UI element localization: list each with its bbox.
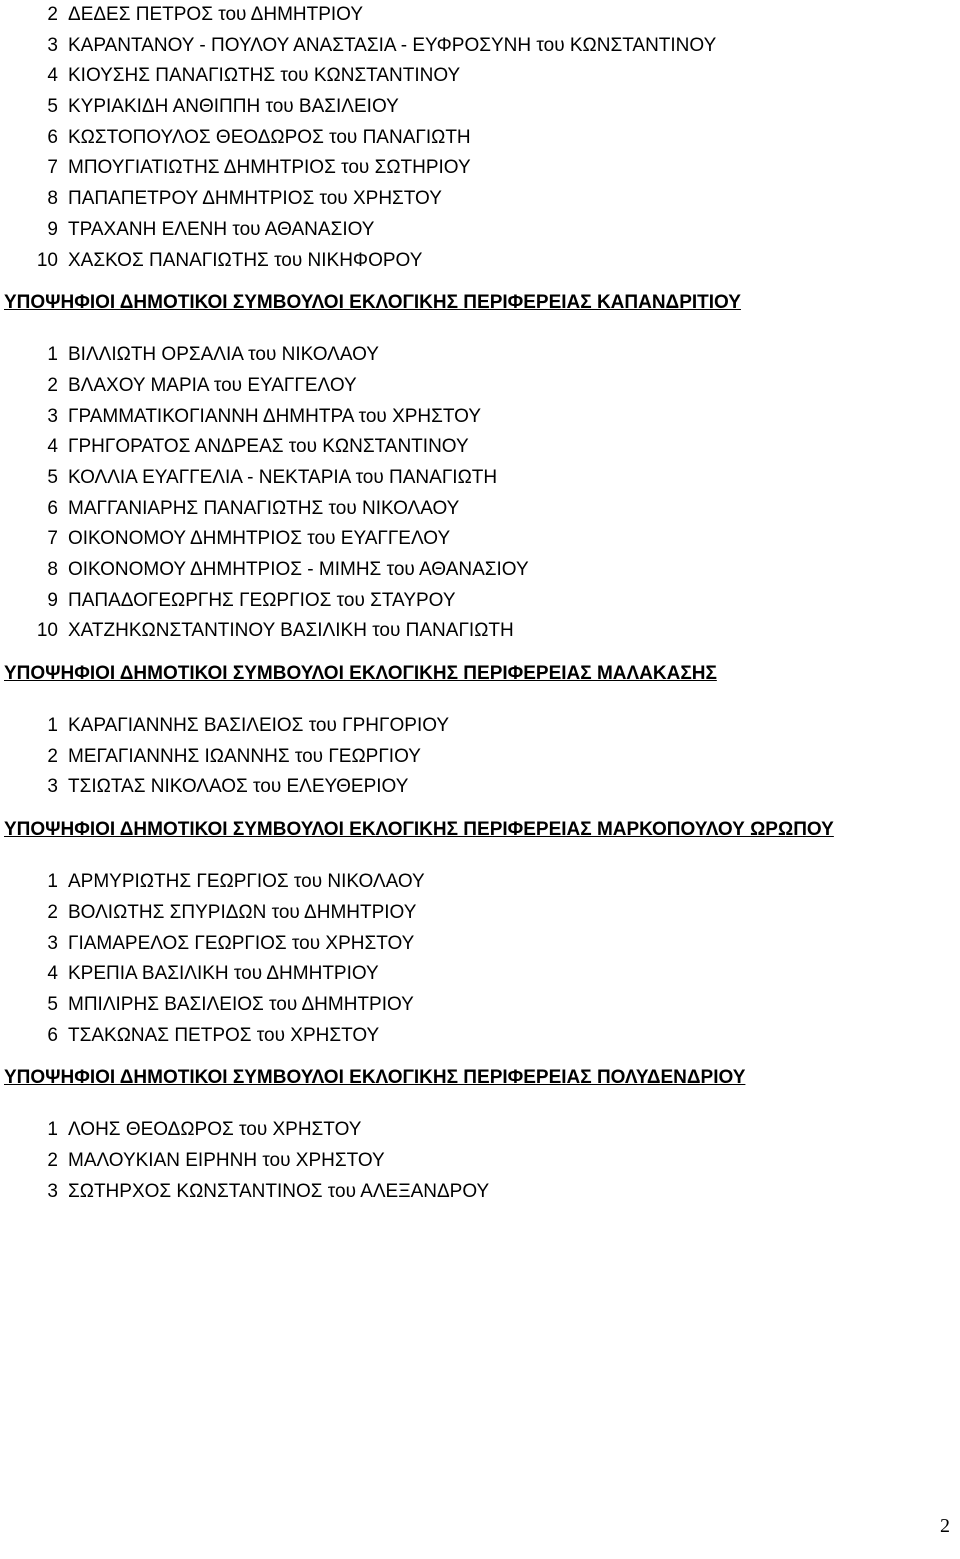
item-number: 1 xyxy=(47,1119,58,1141)
item-number: 10 xyxy=(36,249,58,271)
section-heading: ΥΠΟΨΗΦΙΟΙ ΔΗΜΟΤΙΚΟΙ ΣΥΜΒΟΥΛΟΙ ΕΚΛΟΓΙΚΗΣ ΠΕΡΙΦΕΡΕΙΑΣ ΠΟΛΥΔΕΝΔΡΙΟΥ xyxy=(4,1067,746,1089)
candidate-name: ΛΟΗΣ ΘΕΟΔΩΡΟΣ του ΧΡΗΣΤΟΥ xyxy=(68,1119,362,1141)
item-number: 9 xyxy=(47,218,58,240)
item-number: 3 xyxy=(47,1180,58,1202)
list-item xyxy=(0,371,960,402)
list-item xyxy=(0,494,960,525)
section-heading: ΥΠΟΨΗΦΙΟΙ ΔΗΜΟΤΙΚΟΙ ΣΥΜΒΟΥΛΟΙ ΕΚΛΟΓΙΚΗΣ ΠΕΡΙΦΕΡΕΙΑΣ ΚΑΠΑΝΔΡΙΤΙΟΥ xyxy=(4,292,741,314)
item-number: 1 xyxy=(47,344,58,366)
list-item xyxy=(0,772,960,803)
candidate-name: ΚΙΟΥΣΗΣ ΠΑΝΑΓΙΩΤΗΣ του ΚΩΝΣΤΑΝΤΙΝΟΥ xyxy=(68,65,461,87)
section-heading: ΥΠΟΨΗΦΙΟΙ ΔΗΜΟΤΙΚΟΙ ΣΥΜΒΟΥΛΟΙ ΕΚΛΟΓΙΚΗΣ ΠΕΡΙΦΕΡΕΙΑΣ ΜΑΛΑΚΑΣΗΣ xyxy=(4,663,717,685)
candidate-name: ΚΡΕΠΙΑ ΒΑΣΙΛΙΚΗ του ΔΗΜΗΤΡΙΟΥ xyxy=(68,963,379,985)
list-item xyxy=(0,711,960,742)
item-number: 3 xyxy=(47,776,58,798)
candidate-name: ΔΕΔΕΣ ΠΕΤΡΟΣ του ΔΗΜΗΤΡΙΟΥ xyxy=(68,4,364,25)
candidate-name: ΟΙΚΟΝΟΜΟΥ ΔΗΜΗΤΡΙΟΣ του ΕΥΑΓΓΕΛΟΥ xyxy=(68,528,451,550)
item-number: 6 xyxy=(47,1024,58,1046)
list-item xyxy=(0,0,960,31)
item-number: 4 xyxy=(47,65,58,87)
list-item xyxy=(0,555,960,586)
list-item xyxy=(0,31,960,62)
list-item xyxy=(0,92,960,123)
constituency-section xyxy=(0,1063,960,1207)
item-number: 5 xyxy=(47,466,58,488)
candidate-name: ΤΣΑΚΩΝΑΣ ΠΕΤΡΟΣ του ΧΡΗΣΤΟΥ xyxy=(68,1024,380,1046)
item-number: 2 xyxy=(47,4,58,25)
candidate-name: ΜΕΓΑΓΙΑΝΝΗΣ ΙΩΑΝΝΗΣ του ΓΕΩΡΓΙΟΥ xyxy=(68,745,421,767)
item-number: 3 xyxy=(47,405,58,427)
item-number: 5 xyxy=(47,993,58,1015)
candidate-name: ΜΑΛΟΥΚΙΑΝ ΕΙΡΗΝΗ του ΧΡΗΣΤΟΥ xyxy=(68,1149,385,1171)
list-item xyxy=(0,246,960,277)
candidate-name: ΑΡΜΥΡΙΩΤΗΣ ΓΕΩΡΓΙΟΣ του ΝΙΚΟΛΑΟΥ xyxy=(68,871,425,893)
item-number: 1 xyxy=(47,871,58,893)
item-number: 1 xyxy=(47,715,58,737)
item-number: 2 xyxy=(47,374,58,396)
candidate-name: ΧΑΣΚΟΣ ΠΑΝΑΓΙΩΤΗΣ του ΝΙΚΗΦΟΡΟΥ xyxy=(68,249,423,271)
section-heading: ΥΠΟΨΗΦΙΟΙ ΔΗΜΟΤΙΚΟΙ ΣΥΜΒΟΥΛΟΙ ΕΚΛΟΓΙΚΗΣ ΠΕΡΙΦΕΡΕΙΑΣ ΜΑΡΚΟΠΟΥΛΟΥ ΩΡΩΠΟΥ xyxy=(4,819,834,841)
candidate-name: ΠΑΠΑΠΕΤΡΟΥ ΔΗΜΗΤΡΙΟΣ του ΧΡΗΣΤΟΥ xyxy=(68,188,442,210)
list-item xyxy=(0,402,960,433)
list-item xyxy=(0,1021,960,1052)
candidate-name: ΚΑΡΑΓΙΑΝΝΗΣ ΒΑΣΙΛΕΙΟΣ του ΓΡΗΓΟΡΙΟΥ xyxy=(68,715,450,737)
sections-container xyxy=(0,288,960,1207)
candidate-name: ΒΟΛΙΩΤΗΣ ΣΠΥΡΙΔΩΝ του ΔΗΜΗΤΡΙΟΥ xyxy=(68,901,417,923)
list-item xyxy=(0,432,960,463)
candidate-name: ΓΙΑΜΑΡΕΛΟΣ ΓΕΩΡΓΙΟΣ του ΧΡΗΣΤΟΥ xyxy=(68,932,415,954)
list-item xyxy=(0,524,960,555)
constituency-section xyxy=(0,288,960,647)
list-item xyxy=(0,123,960,154)
list-item xyxy=(0,153,960,184)
candidate-name: ΚΟΛΛΙΑ ΕΥΑΓΓΕΛΙΑ - ΝΕΚΤΑΡΙΑ του ΠΑΝΑΓΙΩΤΗ xyxy=(68,466,498,488)
item-number: 6 xyxy=(47,126,58,148)
list-item xyxy=(0,1177,960,1208)
candidate-name: ΣΩΤΗΡΧΟΣ ΚΩΝΣΤΑΝΤΙΝΟΣ του ΑΛΕΞΑΝΔΡΟΥ xyxy=(68,1180,490,1202)
item-number: 7 xyxy=(47,157,58,179)
candidate-name: ΜΠΟΥΓΙΑΤΙΩΤΗΣ ΔΗΜΗΤΡΙΟΣ του ΣΩΤΗΡΙΟΥ xyxy=(68,157,471,179)
item-number: 9 xyxy=(47,589,58,611)
list-item xyxy=(0,616,960,647)
item-number: 6 xyxy=(47,497,58,519)
candidate-name: ΜΑΓΓΑΝΙΑΡΗΣ ΠΑΝΑΓΙΩΤΗΣ του ΝΙΚΟΛΑΟΥ xyxy=(68,497,460,519)
item-number: 4 xyxy=(47,963,58,985)
list-item xyxy=(0,340,960,371)
item-number: 10 xyxy=(36,620,58,642)
candidate-name: ΤΡΑΧΑΝΗ ΕΛΕΝΗ του ΑΘΑΝΑΣΙΟΥ xyxy=(68,218,375,240)
item-number: 2 xyxy=(47,745,58,767)
candidate-name: ΚΥΡΙΑΚΙΔΗ ΑΝΘΙΠΠΗ του ΒΑΣΙΛΕΙΟΥ xyxy=(68,96,399,118)
page-number: 2 xyxy=(940,1515,950,1537)
item-number: 8 xyxy=(47,559,58,580)
candidate-name: ΟΙΚΟΝΟΜΟΥ ΔΗΜΗΤΡΙΟΣ - ΜΙΜΗΣ του ΑΘΑΝΑΣΙΟΥ xyxy=(68,559,529,580)
candidate-list xyxy=(0,0,960,276)
candidate-name: ΓΡΑΜΜΑΤΙΚΟΓΙΑΝΝΗ ΔΗΜΗΤΡΑ του ΧΡΗΣΤΟΥ xyxy=(68,405,481,427)
list-item xyxy=(0,1115,960,1146)
item-number: 5 xyxy=(47,96,58,118)
item-number: 3 xyxy=(47,34,58,56)
candidate-name: ΒΛΑΧΟΥ ΜΑΡΙΑ του ΕΥΑΓΓΕΛΟΥ xyxy=(68,374,357,396)
list-item xyxy=(0,463,960,494)
list-item xyxy=(0,586,960,617)
item-number: 3 xyxy=(47,932,58,954)
candidate-name: ΧΑΤΖΗΚΩΝΣΤΑΝΤΙΝΟΥ ΒΑΣΙΛΙΚΗ του ΠΑΝΑΓΙΩΤΗ xyxy=(68,620,514,642)
candidate-name: ΜΠΙΛΙΡΗΣ ΒΑΣΙΛΕΙΟΣ του ΔΗΜΗΤΡΙΟΥ xyxy=(68,993,414,1015)
item-number: 2 xyxy=(47,901,58,923)
candidate-name: ΚΑΡΑΝΤΑΝΟΥ - ΠΟΥΛΟΥ ΑΝΑΣΤΑΣΙΑ - ΕΥΦΡΟΣΥΝΗ του ΚΩΝΣΤΑΝΤΙΝΟΥ xyxy=(68,34,717,56)
list-item xyxy=(0,1146,960,1177)
item-number: 4 xyxy=(47,436,58,458)
constituency-section xyxy=(0,815,960,1051)
constituency-section xyxy=(0,659,960,803)
list-item xyxy=(0,215,960,246)
list-item xyxy=(0,929,960,960)
item-number: 7 xyxy=(47,528,58,550)
list-item xyxy=(0,867,960,898)
candidate-name: ΚΩΣΤΟΠΟΥΛΟΣ ΘΕΟΔΩΡΟΣ του ΠΑΝΑΓΙΩΤΗ xyxy=(68,126,471,148)
list-item xyxy=(0,61,960,92)
candidate-name: ΠΑΠΑΔΟΓΕΩΡΓΗΣ ΓΕΩΡΓΙΟΣ του ΣΤΑΥΡΟΥ xyxy=(68,589,456,611)
list-item xyxy=(0,184,960,215)
list-item xyxy=(0,990,960,1021)
list-item xyxy=(0,742,960,773)
list-item xyxy=(0,959,960,990)
list-item xyxy=(0,898,960,929)
item-number: 8 xyxy=(47,188,58,210)
candidate-name: ΤΣΙΩΤΑΣ ΝΙΚΟΛΑΟΣ του ΕΛΕΥΘΕΡΙΟΥ xyxy=(68,776,409,798)
candidate-name: ΓΡΗΓΟΡΑΤΟΣ ΑΝΔΡΕΑΣ του ΚΩΝΣΤΑΝΤΙΝΟΥ xyxy=(68,436,469,458)
candidate-name: ΒΙΛΛΙΩΤΗ ΟΡΣΑΛΙΑ του ΝΙΚΟΛΑΟΥ xyxy=(68,344,379,366)
item-number: 2 xyxy=(47,1149,58,1171)
